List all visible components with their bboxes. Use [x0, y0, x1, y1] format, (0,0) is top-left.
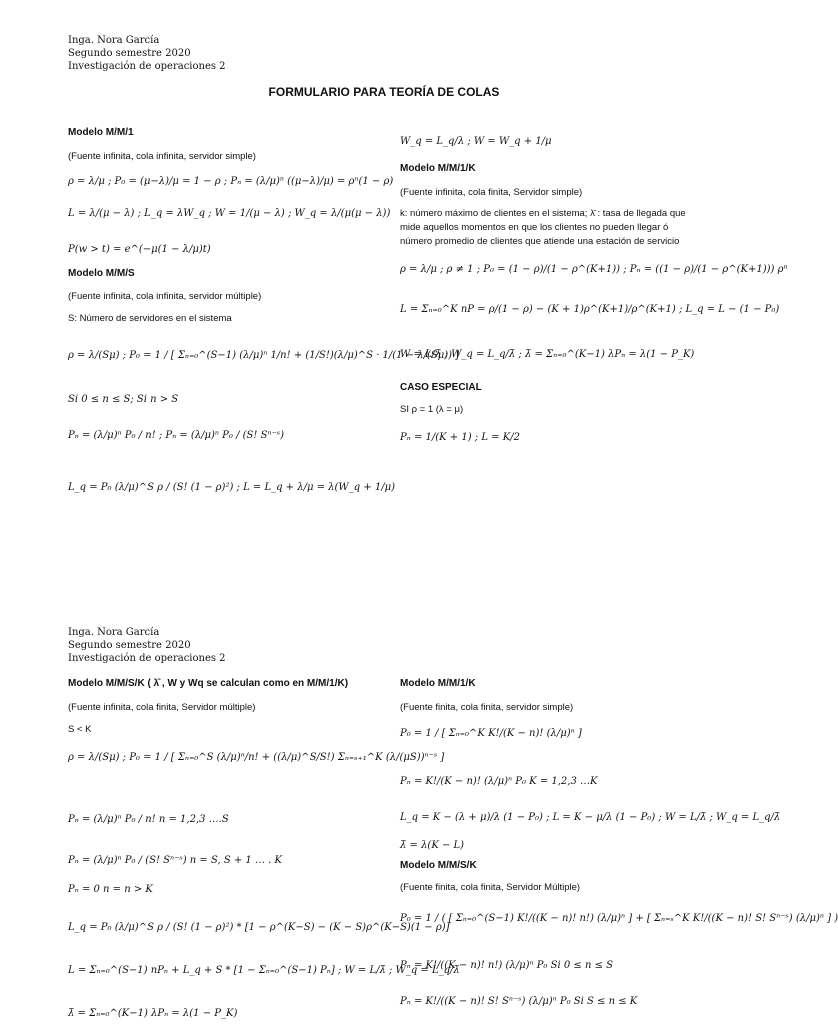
semester: Segundo semestre 2020	[68, 48, 191, 59]
heading-mms: Modelo M/M/S	[68, 268, 135, 279]
page-header	[68, 626, 226, 665]
formula-mmsk-finite-pn-low: Pₙ = K!/((K − n)! n!) (λ/μ)ⁿ P₀ Si 0 ≤ n ≤ S	[400, 960, 613, 971]
formula-mm1-waiting-probability: P(w > t) = e^(−μ(1 − λ/μ)t)	[68, 244, 211, 255]
formula-mm1k-finite-pn: Pₙ = K!/(K − n)! (λ/μ)ⁿ P₀ K = 1,2,3 …K	[400, 776, 598, 787]
formula-mmsk-p0: ρ = λ/(Sμ) ; P₀ = 1 / [ Σₙ₌₀^S (λ/μ)ⁿ/n! + ((λ/μ)^S/S!) Σₙ₌ₛ₊₁^K (λ/(μS))ⁿ⁻ˢ ]	[68, 752, 445, 763]
author-name: Inga. Nora García	[68, 627, 160, 638]
document-title: FORMULARIO PARA TEORÍA DE COLAS	[268, 85, 500, 99]
heading-mm1k: Modelo M/M/1/K	[400, 163, 476, 174]
formula-mmsk-pn-zero: Pₙ = 0 n = n > K	[68, 884, 153, 895]
heading-special-case: CASO ESPECIAL	[400, 382, 482, 393]
formula-mmsk-finite-p0: P₀ = 1 / ( [ Σₙ₌₀^(S−1) K!/((K − n)! n!) (λ/μ)ⁿ ] + [ Σₙ₌ₛ^K K!/((K − n)! S! Sⁿ⁻ˢ) (λ/μ)ⁿ ] )	[400, 913, 838, 924]
formula-mmsk-lambda-bar: λ̄ = Σₙ₌₀^(K−1) λPₙ = λ(1 − P_K)	[68, 1008, 238, 1019]
formula-mmsk-finite-pn-high: Pₙ = K!/((K − n)! S! Sⁿ⁻ˢ) (λ/μ)ⁿ P₀ Si S ≤ n ≤ K	[400, 996, 638, 1007]
heading-mmsk-finite: Modelo M/M/S/K	[400, 860, 477, 871]
heading-mm1k-finite: Modelo M/M/1/K	[400, 678, 476, 689]
formula-mm1-probabilities: ρ = λ/μ ; P₀ = (μ−λ)/μ = 1 − ρ ; Pₙ = (λ/μ)ⁿ ((μ−λ)/μ) = ρⁿ(1 − ρ)	[68, 176, 394, 187]
description-mms: (Fuente infinita, cola infinita, servidor múltiple)	[68, 291, 262, 302]
formula-mm1k-w: W = L/λ̄ ; W_q = L_q/λ̄ ; λ̄ = Σₙ₌₀^(K−1) λPₙ = λ(1 − P_K)	[400, 349, 695, 360]
condition-s-less-than-k: S < K	[68, 724, 92, 735]
definition-k-lambda-bar: k: número máximo de clientes en el sistema; λ̄ : tasa de llegada que mide aquellos momentos en que los clientes no pueden llegar ó número promedio de clientes que atiende una estación de servicio	[400, 208, 686, 247]
formula-mm1-waiting-times: W_q = L_q/λ ; W = W_q + 1/μ	[400, 136, 552, 147]
heading-mmsk-infinite: Modelo M/M/S/K ( λ̄ , W y Wq se calculan como en M/M/1/K)	[68, 678, 349, 689]
description-mm1k-finite: (Fuente finita, cola finita, servidor simple)	[400, 702, 574, 713]
formula-mmsk-lq: L_q = P₀ (λ/μ)^S ρ / (S! (1 − ρ)²) * [1 − ρ^(K−S) − (K − S)ρ^(K−S)(1 − ρ)]	[68, 922, 450, 933]
formula-mms-p0: ρ = λ/(Sμ) ; P₀ = 1 / [ Σₙ₌₀^(S−1) (λ/μ)ⁿ 1/n! + (1/S!)(λ/μ)^S · 1/(1 − λ/(Sμ)) ]	[68, 350, 460, 361]
formula-mm1k-probabilities: ρ = λ/μ ; ρ ≠ 1 ; P₀ = (1 − ρ)/(1 − ρ^(K+1)) ; Pₙ = ((1 − ρ)/(1 − ρ^(K+1))) ρⁿ	[400, 264, 788, 275]
formula-mmsk-l: L = Σₙ₌₀^(S−1) nPₙ + L_q + S * [1 − Σₙ₌₀^(S−1) Pₙ] ; W = L/λ̄ ; W_q = L_q/λ̄	[68, 965, 460, 976]
description-mm1: (Fuente infinita, cola infinita, servidor simple)	[68, 151, 256, 162]
page-2	[0, 618, 838, 1024]
page-header	[68, 34, 226, 73]
description-mmsk-finite: (Fuente finita, cola finita, Servidor Múltiple)	[400, 882, 581, 893]
formula-mmsk-pn-high: Pₙ = (λ/μ)ⁿ P₀ / (S! Sⁿ⁻ˢ) n = S, S + 1 … . K	[68, 855, 282, 866]
formula-mm1k-l: L = Σₙ₌₀^K nP = ρ/(1 − ρ) − (K + 1)ρ^(K+1)/ρ^(K+1) ; L_q = L − (1 − P₀)	[400, 304, 780, 315]
special-case-condition: SI ρ = 1 (λ = μ)	[400, 404, 464, 415]
formula-mm1-measures: L = λ/(μ − λ) ; L_q = λW_q ; W = 1/(μ − λ) ; W_q = λ/(μ(μ − λ))	[68, 208, 391, 219]
formula-mms-lq: L_q = P₀ (λ/μ)^S ρ / (S! (1 − ρ)²) ; L = L_q + λ/μ = λ(W_q + 1/μ)	[68, 482, 395, 493]
heading-mm1: Modelo M/M/1	[68, 127, 134, 138]
formula-mms-pn: Pₙ = (λ/μ)ⁿ P₀ / n! ; Pₙ = (λ/μ)ⁿ P₀ / (S! Sⁿ⁻ˢ)	[68, 430, 285, 441]
semester: Segundo semestre 2020	[68, 640, 191, 651]
formula-mm1k-finite-lambda-bar: λ̄ = λ(K − L)	[400, 840, 465, 851]
formula-special-case: Pₙ = 1/(K + 1) ; L = K/2	[400, 432, 520, 443]
servers-definition: S: Número de servidores en el sistema	[68, 313, 232, 324]
course-name: Investigación de operaciones 2	[68, 61, 226, 72]
formula-mmsk-pn-low: Pₙ = (λ/μ)ⁿ P₀ / n! n = 1,2,3 ….S	[68, 814, 229, 825]
formula-mm1k-finite-measures: L_q = K − (λ + μ)/λ (1 − P₀) ; L = K − μ/λ (1 − P₀) ; W = L/λ̄ ; W_q = L_q/λ̄	[400, 812, 781, 823]
author-name: Inga. Nora García	[68, 35, 160, 46]
description-mmsk-infinite: (Fuente infinita, cola finita, Servidor múltiple)	[68, 702, 256, 713]
formula-mm1k-finite-p0: P₀ = 1 / [ Σₙ₌₀^K K!/(K − n)! (λ/μ)ⁿ ]	[400, 728, 582, 739]
description-mm1k: (Fuente infinita, cola finita, Servidor simple)	[400, 187, 583, 198]
condition-mms: Si 0 ≤ n ≤ S; Si n > S	[68, 394, 179, 405]
course-name: Investigación de operaciones 2	[68, 653, 226, 664]
